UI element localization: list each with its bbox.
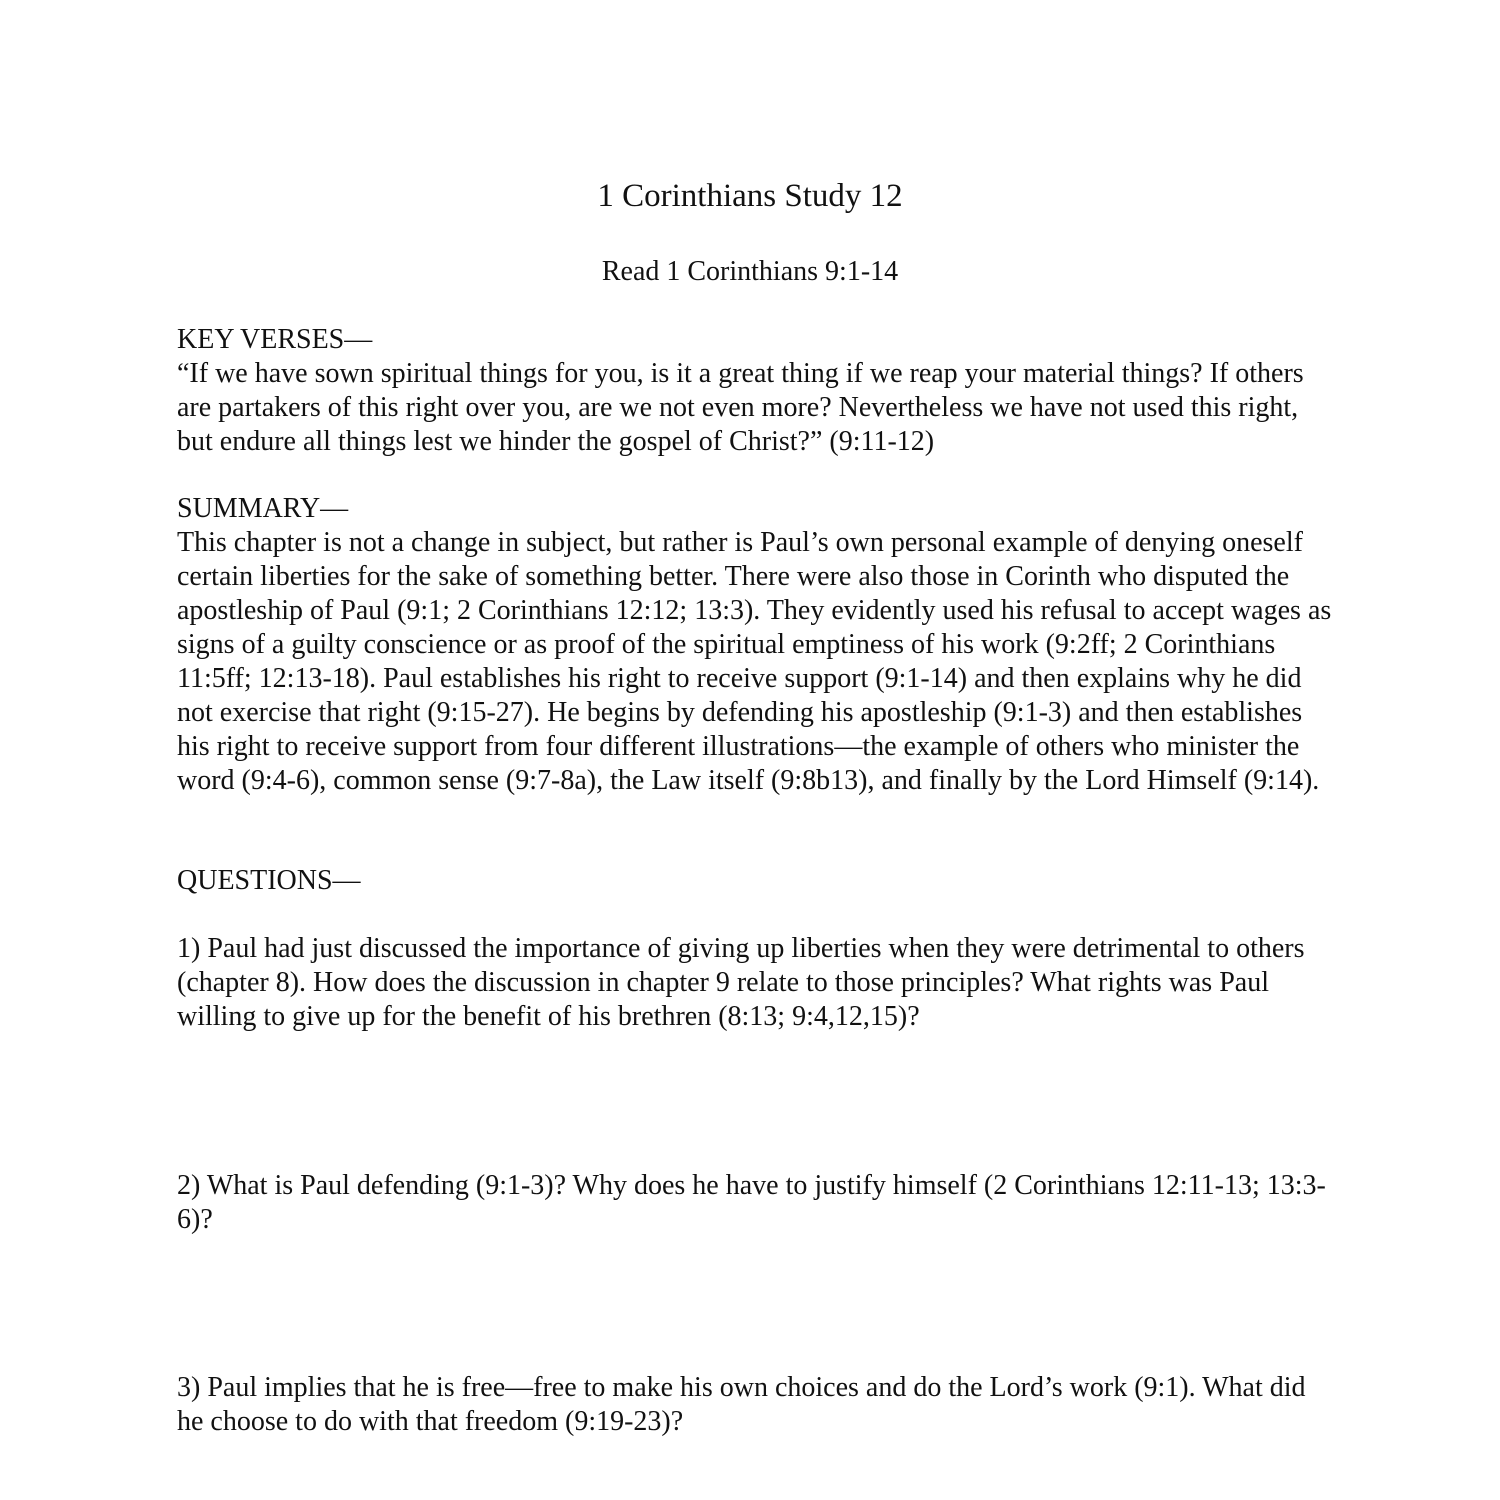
question-item: 1) Paul had just discussed the importance of giving up liberties when they were detrimental to others (chapter 8). How does the discussion in chapter 9 relate to those principles? What rights was Paul willing to give up for the benefit of his brethren (8:13; 9:4,12,15)? [177,933,1305,1032]
key-verses-text: “If we have sown spiritual things for you, is it a great thing if we reap your material things? If others are partakers of this right over you, are we not even more? Nevertheless we have not used this right, but endure all things lest we hinder the gospel of Christ?” (9:11-12) [177,358,1304,457]
summary-section [177,492,1337,798]
question-item: 3) Paul implies that he is free—free to make his own choices and do the Lord’s work (9:1). What did he choose to do with that freedom (9:19-23)? [177,1372,1306,1437]
question-item: 2) What is Paul defending (9:1-3)? Why does he have to justify himself (2 Corinthians 12:11-13; 13:3-6)? [177,1170,1326,1235]
summary-heading: SUMMARY— [177,493,349,524]
summary-text: This chapter is not a change in subject, but rather is Paul’s own personal example of denying oneself certain liberties for the sake of something better. There were also those in Corinth who disputed the apostleship of Paul (9:1; 2 Corinthians 12:12; 13:3). They evidently used his refusal to accept wages as signs of a guilty conscience or as proof of the spiritual emptiness of his work (9:2ff; 2 Corinthians 11:5ff; 12:13-18). Paul establishes his right to receive support (9:1-14) and then explains why he did not exercise that right (9:15-27). He begins by defending his apostleship (9:1-3) and then establishes his right to receive support from four different illustrations—the example of others who minister the word (9:4-6), common sense (9:7-8a), the Law itself (9:8b13), and finally by the Lord Himself (9:14). [177,527,1332,796]
questions-heading: QUESTIONS— [177,865,361,896]
key-verses-heading: KEY VERSES— [177,324,373,355]
key-verses-section [177,323,1337,459]
page-title: 1 Corinthians Study 12 [597,178,903,214]
reading-assignment: Read 1 Corinthians 9:1-14 [601,256,899,287]
